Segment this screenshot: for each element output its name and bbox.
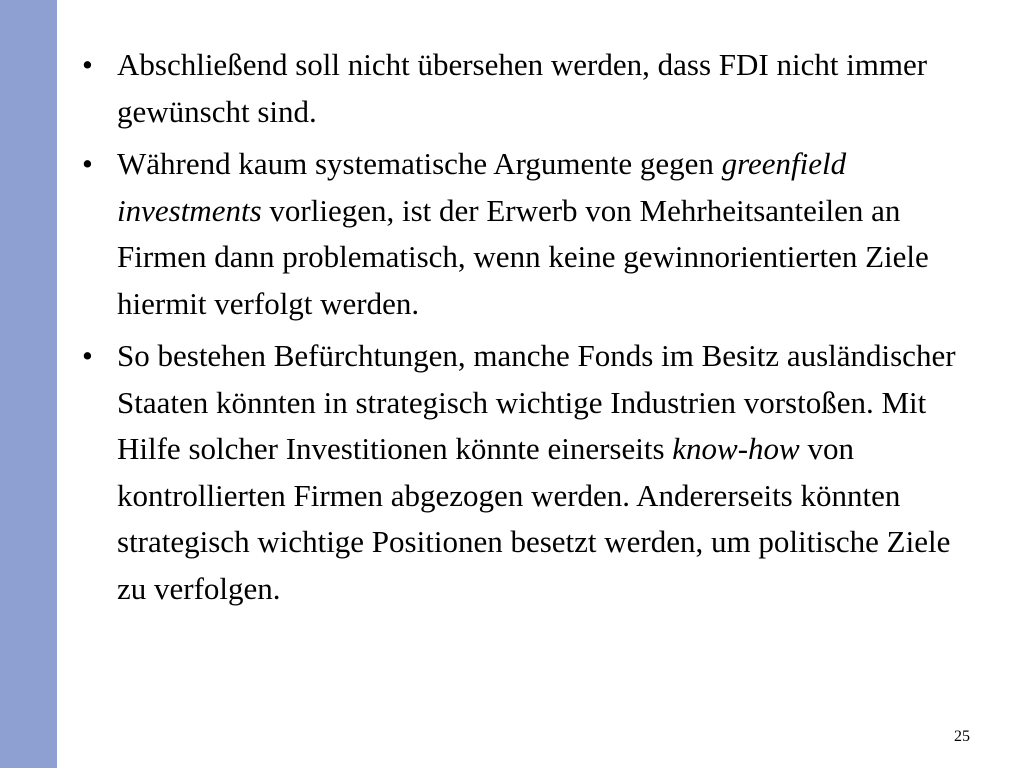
bullet-text	[117, 141, 980, 327]
italic-term: know-how	[672, 431, 800, 466]
bullet-dot: •	[82, 47, 93, 82]
text-segment: Abschließend soll nicht übersehen werden, dass FDI nicht immer gewünscht sind.	[117, 47, 928, 129]
text-segment: von kontrollierten Firmen abgezogen werden. Andererseits könnten strategisch wichtige Positionen besetzt werden, um politische Ziele zu verfolgen.	[117, 431, 951, 606]
bullet-dot: •	[82, 338, 93, 373]
slide-content	[80, 42, 980, 618]
italic-term: greenfield investments	[117, 146, 847, 228]
text-segment: vorliegen, ist der Erwerb von Mehrheitsanteilen an Firmen dann problematisch, wenn keine gewinnorientierten Ziele hiermit verfolgt werden.	[117, 192, 929, 321]
text-segment: Während kaum systematische Argumente gegen	[117, 146, 722, 181]
page-number: 25	[954, 728, 970, 745]
bullet-item	[80, 333, 980, 612]
bullet-item	[80, 141, 980, 327]
bullet-text	[117, 333, 980, 612]
bullet-item	[80, 42, 980, 135]
left-accent-bar	[0, 0, 57, 768]
text-segment: So bestehen Befürchtungen, manche Fonds im Besitz ausländischer Staaten könnten in strategisch wichtige Industrien vorstoßen. Mit Hilfe solcher Investitionen könnte einerseits	[117, 338, 956, 466]
bullet-text	[117, 42, 980, 135]
bullet-dot: •	[82, 146, 93, 181]
